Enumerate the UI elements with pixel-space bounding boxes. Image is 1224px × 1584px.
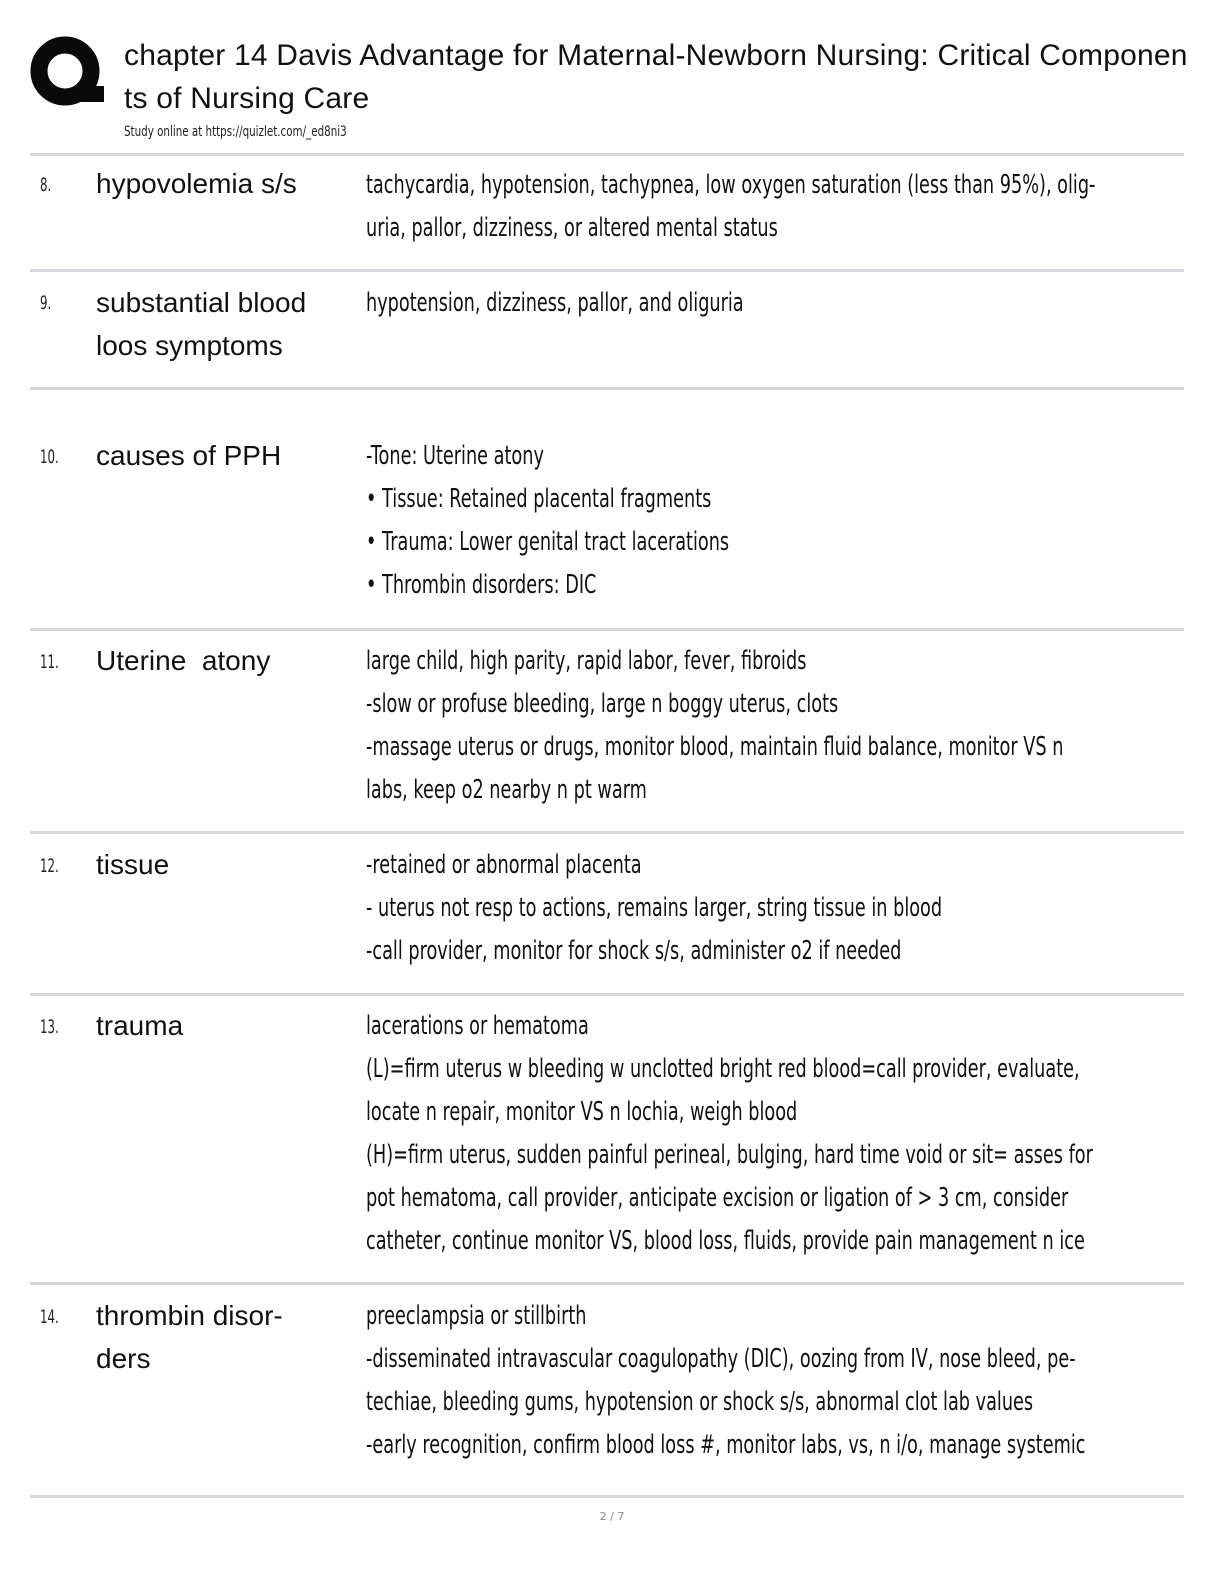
definition-line: large child, high parity, rapid labor, fever, fibroids [366,646,807,676]
flashcard-14 [30,1300,1184,1495]
definition-line: hypotension, dizziness, pallor, and oliguria [366,288,744,318]
card-number: 13. [40,1016,59,1038]
page-header [30,28,1200,152]
flashcard-10 [30,440,1184,628]
definition-line: labs, keep o2 nearby n pt warm [366,775,647,805]
flashcard-11 [30,645,1184,831]
definition-line: -massage uterus or drugs, monitor blood, maintain fluid balance, monitor VS n [366,732,1064,762]
term-line: hypovolemia s/s [96,168,297,199]
divider [30,993,1184,996]
card-definition [366,282,1168,325]
term-line: trauma [96,1010,184,1041]
definition-line: (H)=firm uterus, sudden painful perineal, bulging, hard time void or sit= asses for [366,1140,1093,1170]
page-title: chapter 14 Davis Advantage for Maternal-Newborn Nursing: Critical Components of Nursing Care [124,39,1188,115]
term-line: loos symptoms [96,330,283,361]
definition-line: - uterus not resp to actions, remains larger, string tissue in blood [366,893,943,923]
card-term [96,843,360,886]
term-line: causes of PPH [96,440,282,471]
definition-line: -Tone: Uterine atony [366,441,544,471]
definition-line: pot hematoma, call provider, anticipate excision or ligation of > 3 cm, consider [366,1183,1069,1213]
definition-line: -early recognition, confirm blood loss #, monitor labs, vs, n i/o, manage systemic [366,1430,1086,1460]
definition-line: • Trauma: Lower genital tract lacerations [366,527,730,557]
card-definition [366,164,1168,250]
card-definition [366,844,1168,973]
divider [30,269,1184,272]
card-term [96,1004,360,1047]
card-term [96,434,360,477]
card-term [96,162,360,205]
flashcard-12 [30,849,1184,993]
definition-line: tachycardia, hypotension, tachypnea, low oxygen saturation (less than 95%), olig- [366,170,1096,200]
divider [30,1282,1184,1285]
card-definition [366,435,1168,607]
definition-line: -retained or abnormal placenta [366,850,642,880]
card-number: 11. [40,651,59,673]
term-line: Uterine atony [96,645,271,676]
definition-line: techiae, bleeding gums, hypotension or shock s/s, abnormal clot lab values [366,1387,1034,1417]
divider [30,387,1184,390]
definition-line: preeclampsia or stillbirth [366,1301,587,1331]
card-number: 10. [40,446,59,468]
flashcard-8 [30,168,1184,268]
study-online-link[interactable]: Study online at https://quizlet.com/_ed8ni3 [124,124,347,140]
definition-line: (L)=firm uterus w bleeding w unclotted bright red blood=call provider, evaluate, [366,1054,1080,1084]
flashcard-13 [30,1010,1184,1282]
definition-line: locate n repair, monitor VS n lochia, weigh blood [366,1097,798,1127]
card-term [96,639,360,682]
card-term [96,281,360,367]
term-line: thrombin disor- [96,1300,283,1331]
definition-line: • Tissue: Retained placental fragments [366,484,712,514]
divider [30,628,1184,631]
page-number: 2 / 7 [599,1510,625,1523]
term-line: ders [96,1343,151,1374]
definition-line: • Thrombin disorders: DIC [366,570,597,600]
card-number: 14. [40,1306,59,1328]
definition-line: lacerations or hematoma [366,1011,589,1041]
card-term [96,1294,360,1380]
card-definition [366,1295,1168,1467]
definition-line: catheter, continue monitor VS, blood loss, fluids, provide pain management n ice [366,1226,1085,1256]
card-definition [366,1005,1168,1263]
term-line: tissue [96,849,170,880]
flashcard-9 [30,286,1184,386]
card-number: 9. [40,292,52,314]
card-definition [366,640,1168,812]
definition-line: -slow or profuse bleeding, large n boggy uterus, clots [366,689,839,719]
card-number: 12. [40,855,59,877]
divider [30,831,1184,834]
quizlet-logo-icon [30,34,104,108]
card-number: 8. [40,174,52,196]
divider [30,153,1184,156]
term-line: substantial blood [96,287,307,318]
definition-line: -disseminated intravascular coagulopathy (DIC), oozing from IV, nose bleed, pe- [366,1344,1076,1374]
definition-line: uria, pallor, dizziness, or altered mental status [366,213,778,243]
divider [30,1495,1184,1498]
definition-line: -call provider, monitor for shock s/s, administer o2 if needed [366,936,902,966]
